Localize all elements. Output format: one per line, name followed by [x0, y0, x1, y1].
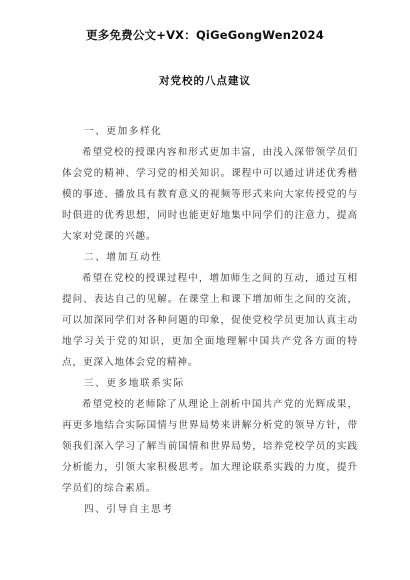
- section-heading-2: 二、增加互动性: [84, 252, 163, 263]
- section-paragraph-1: 希望党校的授课内容和形式更加丰富，由浅入深带领学员们体会党的精神、学习党的相关知识。课程中可以通过讲述优秀楷模的事迹、播放具有教育意义的视频等形式来向大家传授党的与时俱进的优秀思想，同时也能更好地集中同学们的注意力，提高大家对党课的兴趣。: [62, 147, 358, 242]
- document-title: 对党校的八点建议: [159, 75, 251, 87]
- header-banner: 更多免费公文+VX：QiGeGongWen2024: [86, 28, 324, 42]
- document-body: [62, 121, 358, 520]
- section-heading-3: 三、更多地联系实际: [84, 378, 185, 389]
- section-heading-4: 四、引导自主思考: [84, 504, 174, 515]
- section-paragraph-2: 希望在党校的授课过程中，增加师生之间的互动，通过互相提问、表达自己的见解。在课堂上和课下增加师生之间的交流，可以加深同学们对各种问题的印象，促使党校学员更加认真主动地学习关于党的知识，更加全面地理解中国共产党各方面的特点，更深入地体会党的精神。: [62, 273, 358, 368]
- section-heading-1: 一、更加多样化: [84, 126, 163, 137]
- section-paragraph-3: 希望党校的老师除了从理论上剖析中国共产党的光辉成果，再更多地结合实际国情与世界局势来讲解分析党的领导方针，带领我们深入学习了解当前国情和世界局势，培养党校学员的实践分析能力，引领大家积极思考。加大理论联系实践的力度，提升学员们的综合素质。: [62, 399, 358, 494]
